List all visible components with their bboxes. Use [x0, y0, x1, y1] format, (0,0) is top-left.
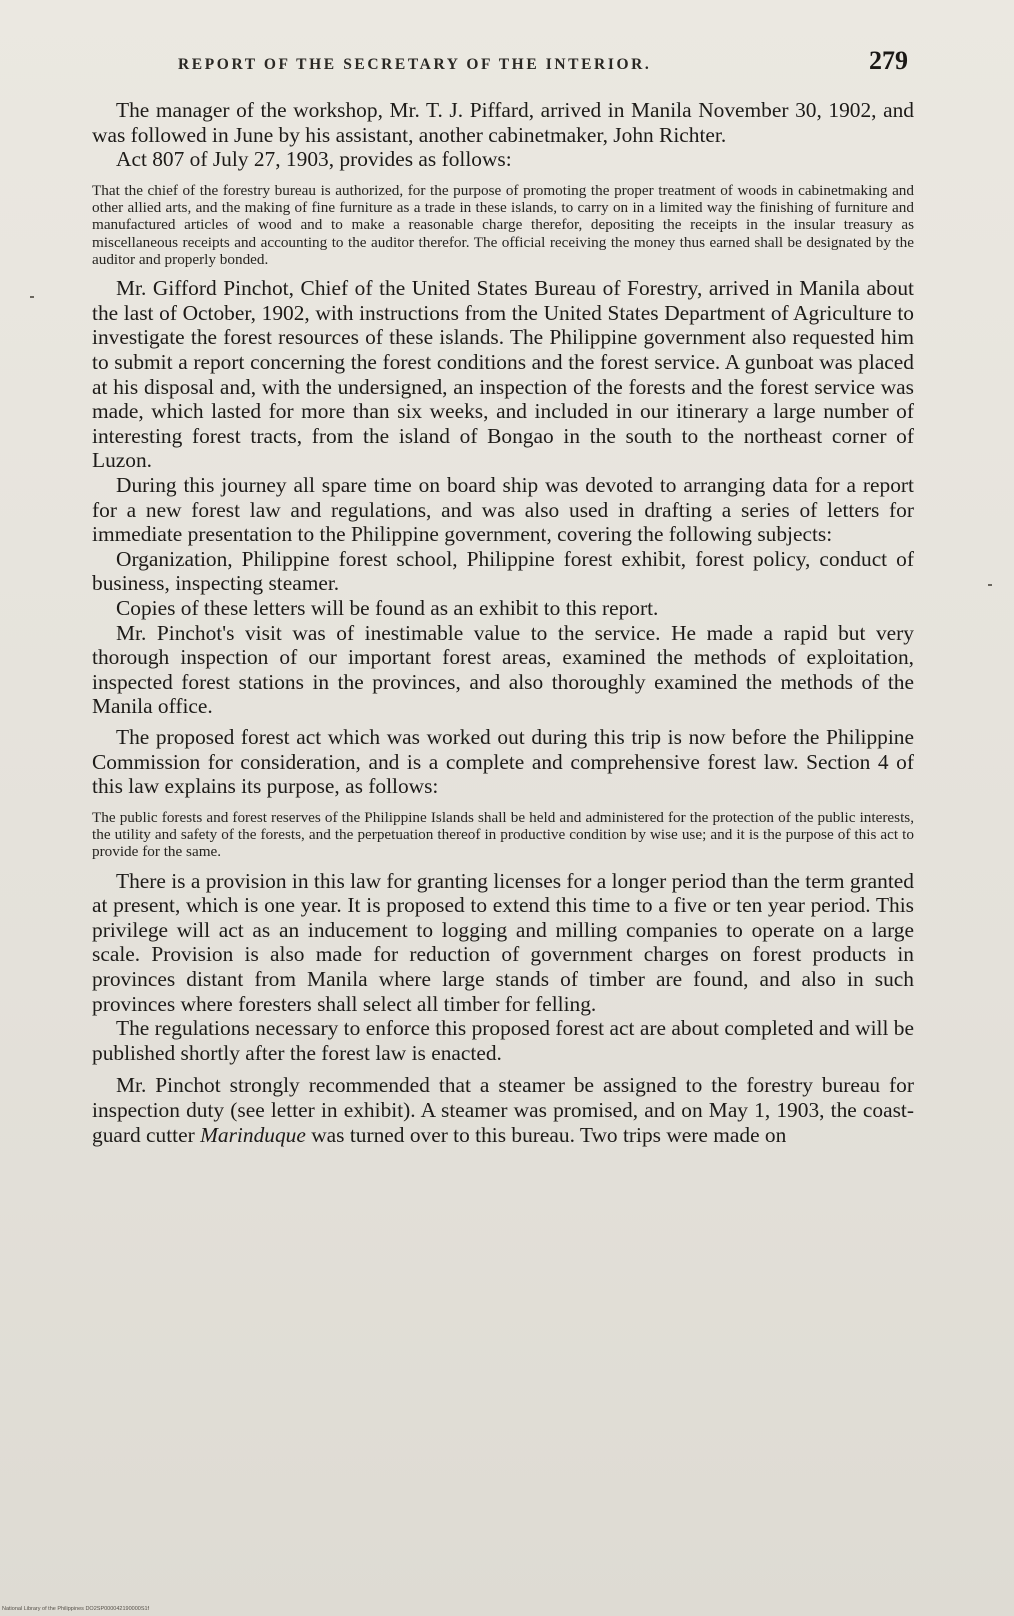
paragraph: Organization, Philippine forest school, Philippine forest exhibit, forest policy, conduct of business, inspecting steamer. [92, 546, 914, 596]
page-number: 279 [869, 46, 908, 75]
paragraph: The regulations necessary to enforce this proposed forest act are about completed and will be published shortly after the forest law is enacted. [92, 1016, 914, 1065]
paragraph: Mr. Pinchot's visit was of inestimable value to the service. He made a rapid but very thorough inspection of our important forest areas, examined the methods of exploitation, inspected forest stations in the provinces, and also thoroughly examined the methods of the Manila office. [92, 620, 914, 719]
text-run: Mr. Pinchot strongly recommended that a steamer be assigned to the forestry bureau for inspection duty (see letter in exhibit). A steamer was promised, and on May 1, 1903, the coast-guard cutter [92, 1073, 914, 1147]
paragraph: During this journey all spare time on board ship was devoted to arranging data for a report for a new forest law and regulations, and was also used in drafting a series of letters for immediate presentation to the Philippine government, covering the following subjects: [92, 473, 914, 547]
page-header [178, 42, 908, 78]
spacer [92, 1065, 914, 1073]
paragraph: The proposed forest act which was worked out during this trip is now before the Philippine Commission for consideration, and is a complete and comprehensive forest law. Section 4 of this law explains its purpose, as follows: [92, 724, 914, 799]
ship-name: Marinduque [200, 1122, 306, 1147]
paragraph: Mr. Gifford Pinchot, Chief of the United States Bureau of Forestry, arrived in Manila about the last of October, 1902, with instructions from the United States Department of Agriculture to investigate the forest resources of these islands. The Philippine government also requested him to submit a report concerning the forest conditions and the forest service. A gunboat was placed at his disposal and, with the undersigned, an inspection of the forests and the forest service was made, which lasted for more than six weeks, and included in our itinerary a large number of interesting forest tracts, from the island of Bongao in the south to the northeast corner of Luzon. [92, 276, 914, 473]
margin-mark [30, 296, 34, 298]
paragraph: There is a provision in this law for granting licenses for a longer period than the term granted at present, which is one year. It is proposed to extend this time to a five or ten year period. This privilege will act as an inducement to logging and milling companies to operate on a large scale. Provision is also made for reduction of government charges on forest products in provinces distant from Manila where large stands of timber are found, and also in such provinces where foresters shall select all timber for felling. [92, 868, 914, 1016]
block-quote: The public forests and forest reserves of the Philippine Islands shall be held and administered for the protection of the public interests, the utility and safety of the forests, and the perpetuation thereof in productive condition by wise use; and it is the purpose of this act to provide for the same. [92, 808, 914, 861]
text-run: was turned over to this bureau. Two trips were made on [305, 1122, 787, 1147]
paragraph-last [92, 1073, 914, 1147]
margin-mark [988, 584, 992, 586]
scan-credit: National Library of the Philippines DO2SP000042190000S1f [2, 1606, 150, 1612]
paragraph: Act 807 of July 27, 1903, provides as follows: [116, 147, 512, 172]
document-body [92, 98, 914, 1147]
paragraph: Copies of these letters will be found as an exhibit to this report. [116, 595, 659, 620]
block-quote: That the chief of the forestry bureau is authorized, for the purpose of promoting the proper treatment of woods in cabinetmaking and other allied arts, and the making of fine furniture as a trade in these islands, to carry on in a limited way the finishing of furniture and manufactured articles of wood and to make a reasonable charge therefor, depositing the receipts in the insular treasury as miscellaneous receipts and accounting to the auditor therefor. The official receiving the money thus earned shall be designated by the auditor and properly bonded. [92, 181, 914, 268]
paragraph: The manager of the workshop, Mr. T. J. Piffard, arrived in Manila November 30, 1902, and was followed in June by his assistant, another cabinetmaker, John Richter. [92, 98, 914, 147]
running-head: REPORT OF THE SECRETARY OF THE INTERIOR. [178, 56, 652, 73]
